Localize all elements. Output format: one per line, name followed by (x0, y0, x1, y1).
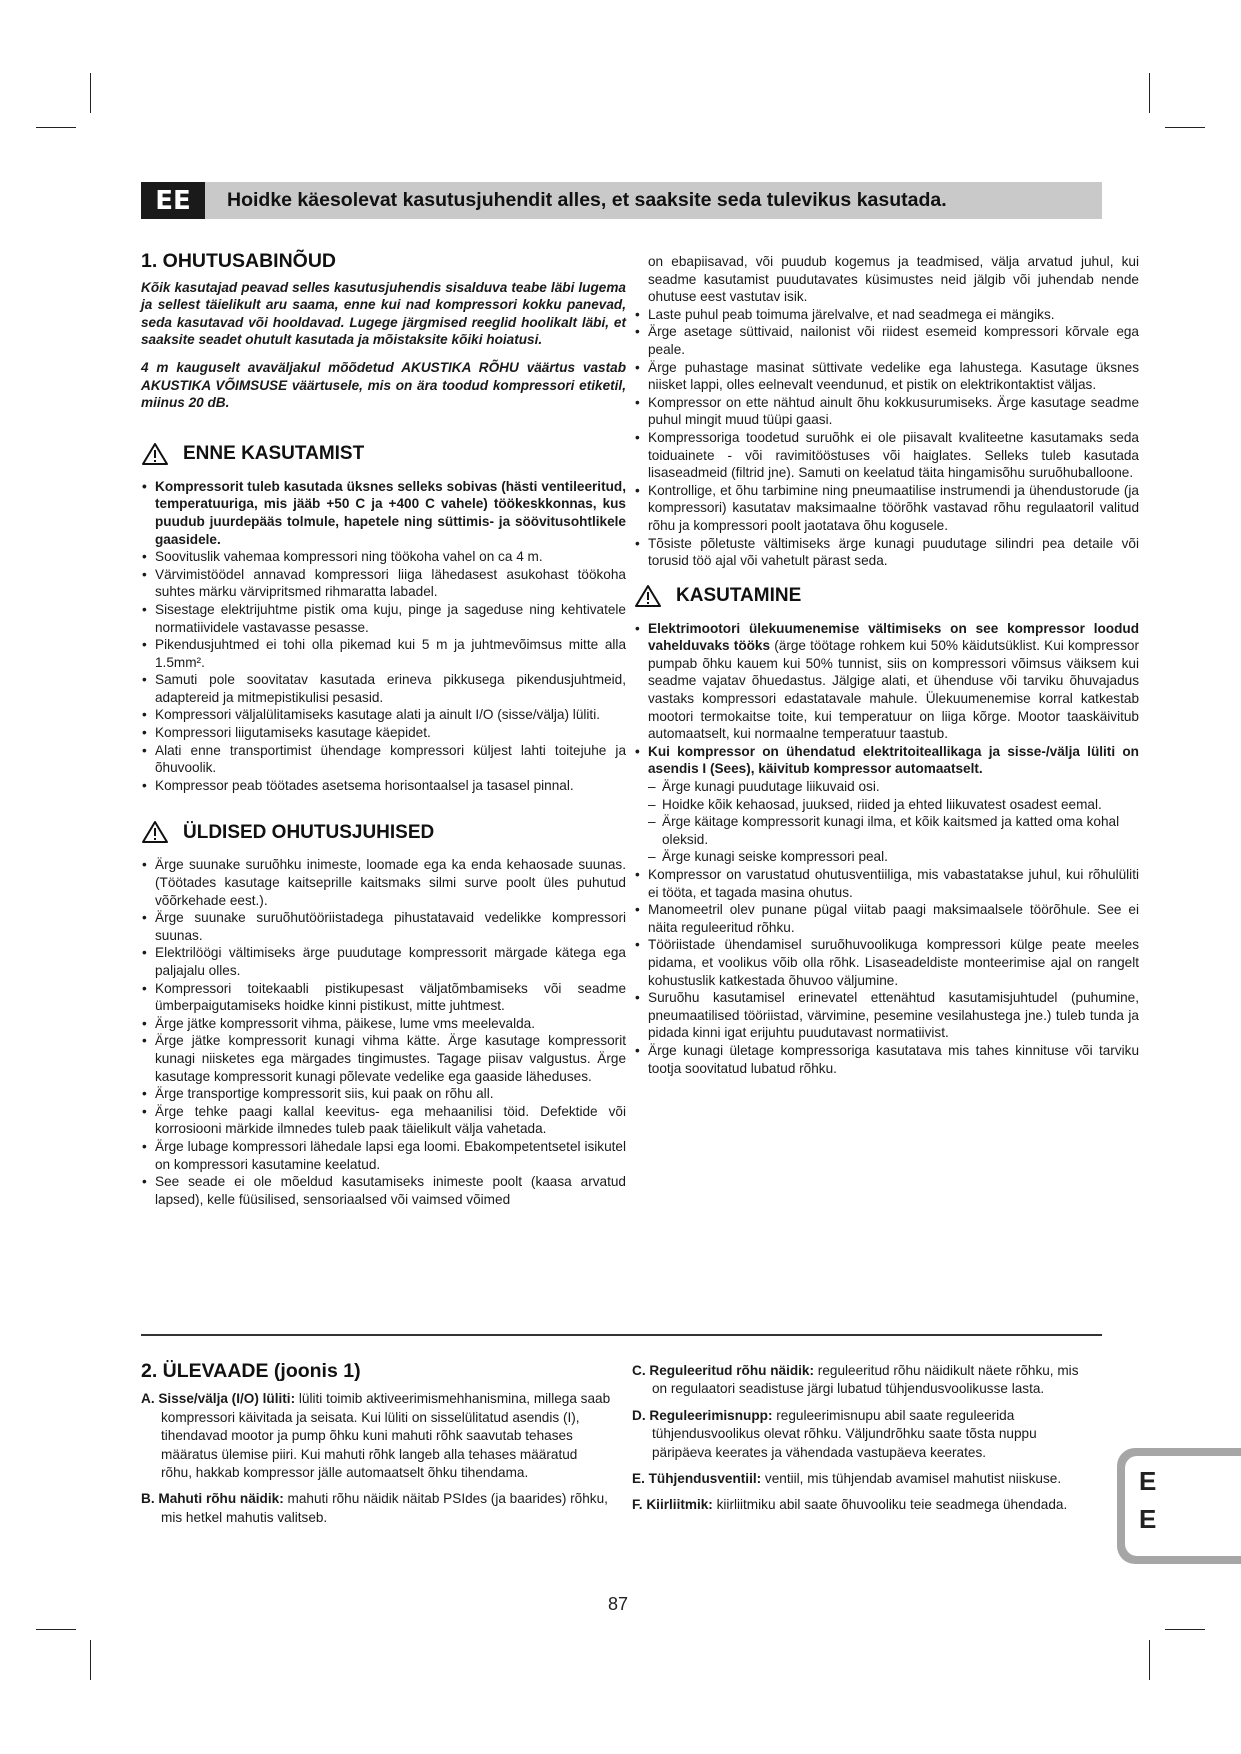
list-item: • Ärge transportige kompressorit siis, kui paak on rõhu all. (141, 1085, 626, 1103)
page-number: 87 (608, 1594, 629, 1614)
usage-list (634, 620, 1139, 778)
overview-key: E. Tühjendusventiil: (632, 1471, 762, 1487)
list-item: • Kontrollige, et õhu tarbimine ning pneumaatilise instrumendi ja ühendustorude (ja kompressori) kasutatav maksimaalne töörõhk vastavad rõhu regulaatoril valitud rõhu ja kompressori poolt jaotatava õhu kogusele. (634, 482, 1139, 535)
general-safety-title: ÜLDISED OHUTUSJUHISED (183, 821, 435, 843)
language-code: EE (141, 182, 205, 219)
crop-mark (1165, 127, 1205, 128)
list-item: • Kompressor peab töötades asetsema horisontaalsel ja tasasel pinnal. (141, 777, 626, 795)
overview-key: B. Mahuti rõhu näidik: (141, 1491, 284, 1507)
left-column (141, 250, 626, 1208)
acoustic-note: 4 m kauguselt avaväljakul mõõdetud AKUSTIKA RÕHU väärtus vastab AKUSTIKA VÕIMSUSE väärtusele, mis on ära toodud kompressori etiketil, miinus 20 dB. (141, 359, 626, 411)
dash-item: – Ärge kunagi seiske kompressori peal. (648, 848, 1139, 866)
subsection-general-safety (141, 820, 626, 844)
list-item: • Ärge puhastage masinat süttivate vedelike ega lahustega. Kasutage üksnes niisket lappi, olles eelnevalt veendunud, et pistik on elektrikontaktist väljas. (634, 359, 1139, 394)
overview-text: kiirliitmiku abil saate õhuvooliku teie seadmega ühendada. (712, 1497, 1068, 1513)
section-title-overview: 2. ÜLEVAADE (joonis 1) (141, 1360, 361, 1382)
overview-text: reguleerimisnupu abil saate reguleerida tühjendusvoolikus olevat rõhku. Väljundrõhku saate tõsta nuppu päripäeva keerates ja vähendada vastupäeva keerates. (652, 1407, 1037, 1460)
subsection-usage (634, 584, 1139, 608)
overview-key: D. Reguleerimisnupp: (632, 1407, 773, 1423)
overview-item-b (141, 1490, 611, 1527)
overheat-details: (ärge töötage rohkem kui 50% käidutsüklist. Kui kompressor pumpab õhku kauem kui 50% tunnist, siis on kompressori võimsus väiksem kui seadme vajatav õhuedastus. Jälgige alati, et ühenduse või tarviku õhuvajadus vastaks kompressori edastatavale mahule. Ülekuumenemise korral katkestab mootori termokaitse toite, kui temperatuur on liiga kõrge. Mootor taaskäivitub automaatselt, kui normaalne temperatuur taastub. (648, 638, 1139, 742)
section-divider (141, 1334, 1102, 1336)
subsection-before-use (141, 442, 626, 466)
list-item: • Ärge tehke paagi kallal keevitus- ega mehaanilisi töid. Defektide või korrosiooni märkide ilmnedes tuleb paak täielikult välja vahetada. (141, 1103, 626, 1138)
overview-item-f (632, 1496, 1082, 1514)
before-use-list (141, 478, 626, 795)
section-title-safety: 1. OHUTUSABINÕUD (141, 250, 337, 272)
list-item: • Laste puhul peab toimuma järelvalve, et nad seadmega ei mängiks. (634, 306, 1139, 324)
side-tab-inner (1125, 1456, 1241, 1556)
list-item: • Ärge jätke kompressorit vihma, päikese, lume vms meelevalda. (141, 1015, 626, 1033)
safety-intro: Kõik kasutajad peavad selles kasutusjuhendis sisalduva teabe läbi lugema ja sellest täielikult aru saama, enne kui nad kompressori kokku panevad, seda kasutavad või hooldavad. Lugege järgmised reeglid hoolikalt läbi, et saaksite seadet ohutult kasutada ja mõistaksite kõiki hoiatusi. (141, 279, 626, 348)
dash-item: – Ärge kunagi puudutage liikuvaid osi. (648, 778, 1139, 796)
right-column (634, 253, 1139, 1077)
side-tab-letter: E (1139, 1504, 1157, 1534)
list-item (634, 620, 1139, 743)
list-item: • Kompressori liigutamiseks kasutage käepidet. (141, 724, 626, 742)
warning-icon (141, 442, 169, 466)
crop-mark (36, 127, 76, 128)
dash-item: – Ärge käitage kompressorit kunagi ilma, et kõik kaitsmed ja katted oma kohal oleksid. (648, 813, 1139, 848)
warning-icon (141, 820, 169, 844)
crop-mark (36, 1629, 76, 1630)
list-item: • Ärge suunake suruõhku inimeste, loomade ega ka enda kehaosade suunas. (Töötades kasutage kaitseprille kaitsmaks silmi surve poolt üles puhutud võõrkehade eest.). (141, 856, 626, 909)
crop-mark (90, 73, 91, 113)
overview-text: ventiil, mis tühjendab avamisel mahutist niiskuse. (761, 1471, 1062, 1487)
list-item: • Soovituslik vahemaa kompressori ning töökoha vahel on ca 4 m. (141, 548, 626, 566)
overview-key: A. Sisse/välja (I/O) lüliti: (141, 1391, 296, 1407)
overview-key: C. Reguleeritud rõhu näidik: (632, 1363, 815, 1378)
list-item: • Kompressor on ette nähtud ainult õhu kokkusurumiseks. Ärge kasutage seadme puhul mingit muud tüüpi gaasi. (634, 394, 1139, 429)
list-item: • Alati enne transportimist ühendage kompressori küljest lahti toitejuhe ja õhuvoolik. (141, 742, 626, 777)
overview-item-d (632, 1407, 1082, 1462)
list-item: • Kui kompressor on ühendatud elektritoiteallikaga ja sisse-/välja lüliti on asendis I (Sees), käivitub kompressor automaatselt. (634, 743, 1139, 778)
list-item: • Ärge suunake suruõhutööriistadega pihustatavaid vedelikke kompressori suunas. (141, 909, 626, 944)
list-item: • Pikendusjuhtmed ei tohi olla pikemad kui 5 m ja juhtmevõimsus mitte alla 1.5mm². (141, 636, 626, 671)
dash-item: – Hoidke kõik kehaosad, juuksed, riided ja ehted liikuvatest osadest eemal. (648, 796, 1139, 814)
warning-icon (634, 584, 662, 608)
overheat-warning: Elektrimootori ülekuumenemise vältimiseks on see kompressor loodud vahelduvaks tööks (648, 620, 1139, 654)
list-item: • Ärge lubage kompressori lähedale lapsi ega loomi. Ebakompetentsetel isikutel on kompressori kasutamine keelatud. (141, 1138, 626, 1173)
overview-left (141, 1362, 611, 1535)
list-item: • Ärge kunagi ületage kompressoriga kasutatava mis tahes kinnituse või tarviku tootja soovitatud lubatud rõhku. (634, 1042, 1139, 1077)
overview-text: mahuti rõhu näidik näitab PSIdes (ja baarides) rõhku, mis hetkel mahutis valitseb. (161, 1491, 608, 1525)
list-item: • Kompressoriga toodetud suruõhk ei ole piisavalt kvaliteetne kasutamaks seda toiduainete - või ravimitööstuses või haiglates. Selleks tuleb kasutada lisaseadmeid (filtrid jne). Samuti on keelatud täita hingamisõhu suruõhuballoone. (634, 429, 1139, 482)
overview-item-a (141, 1390, 611, 1482)
general-safety-list-cont (634, 306, 1139, 570)
overview-item-c (632, 1362, 1082, 1399)
list-item: • Elektrilöögi vältimiseks ärge puudutage kompressorit märgade kätega ega paljajalu olles. (141, 944, 626, 979)
language-banner (141, 182, 1102, 219)
list-item: • Suruõhu kasutamisel erinevatel ettenähtud kasutamisjuhtudel (puhumine, pneumaatilised tööriistad, värvimine, pesemine vesilahustega jne.) tuleb tunda ja pidada kinni igat erijuhtu puudutavast normatiivist. (634, 989, 1139, 1042)
list-item: • Manomeetril olev punane pügal viitab paagi maksimaalsele töörõhule. See ei näita reguleeritud rõhku. (634, 901, 1139, 936)
list-item: • See seade ei ole mõeldud kasutamiseks inimeste poolt (kaasa arvatud lapsed), kelle füüsilised, sensoriaalsed või vaimsed võimed (141, 1173, 626, 1208)
language-side-tab (1117, 1448, 1241, 1564)
before-use-title: ENNE KASUTAMIST (183, 442, 365, 464)
overview-text: lüliti toimib aktiveerimismehhanismina, millega saab kompressori käivitada ja seisata. Kui lüliti on sisselülitatud asendis (I), tihendavad mootor ja pump õhku kuni mahuti rõhk saavutab tehases määratus ülemise piiri. Kui mahuti rõhk langeb alla tehases määratud rõhu, hakkab kompressor jälle automaatselt õhku tihendama. (161, 1391, 611, 1481)
crop-mark (1149, 73, 1150, 113)
usage-list-2 (634, 866, 1139, 1077)
list-item: • Ärge asetage süttivaid, nailonist või riidest esemeid kompressori kõrvale ega peale. (634, 323, 1139, 358)
list-item: • Sisestage elektrijuhtme pistik oma kuju, pinge ja sageduse ning kehtivatele normatiividele vastavasse pesasse. (141, 601, 626, 636)
crop-mark (1149, 1640, 1150, 1680)
overview-text: reguleeritud rõhu näidikult näete rõhku, mis on regulaatori seadistuse järgi lubatud tühjendusvoolikusse lasta. (652, 1363, 1079, 1397)
overview-item-e (632, 1470, 1082, 1488)
overview-key: F. Kiirliitmik: (632, 1497, 713, 1513)
usage-title: KASUTAMINE (676, 584, 802, 606)
list-item: • Kompressor on varustatud ohutusventiiliga, mis vabastatakse juhul, kui rõhulüliti ei tööta, et tagada masina ohutus. (634, 866, 1139, 901)
crop-mark (90, 1640, 91, 1680)
list-item: • Värvimistöödel annavad kompressori liiga lähedasest asukohast töökoha suhtes märku värvipritsmed rihmaratta labadel. (141, 566, 626, 601)
side-tab-letter: E (1139, 1466, 1157, 1496)
list-item: • Kompressori toitekaabli pistikupesast väljatõmbamiseks või seadme ümberpaigutamiseks hoidke kinni pistikust, mitte juhtmest. (141, 980, 626, 1015)
list-item: • Tõsiste põletuste vältimiseks ärge kunagi puudutage silindri pea detaile või torusid töö ajal või vahetult pärast seda. (634, 535, 1139, 570)
list-item: • Tööriistade ühendamisel suruõhuvoolikuga kompressori külge peate meeles pidama, et voolikus võib olla rõhk. Lisaseadeldiste monteerimise ajal on rangelt kohustuslik katkestada õhuvoo väljumine. (634, 936, 1139, 989)
usage-dash-list (634, 778, 1139, 866)
general-safety-continuation: on ebapiisavad, või puudub kogemus ja teadmised, välja arvatud juhul, kui seadme kasutamist puudutavates küsimustes neid jälgib või juhendab nende ohutuse eest vastutav isik. (648, 254, 1139, 305)
banner-title: Hoidke käesolevat kasutusjuhendit alles, et saaksite seda tulevikus kasutada. (227, 189, 947, 211)
crop-mark (1165, 1629, 1205, 1630)
list-item: • Kompressorit tuleb kasutada üksnes selleks sobivas (hästi ventileeritud, temperatuuriga, mis jääb +50 C ja +400 C vahele) töökeskkonnas, kus puudub juurdepääs tolmule, hapetele ning süttimis- ja söövitusohtlikele gaasidele. (141, 478, 626, 548)
list-item: • Kompressori väljalülitamiseks kasutage alati ja ainult I/O (sisse/välja) lüliti. (141, 706, 626, 724)
overview-right (632, 1362, 1082, 1523)
list-item: • Samuti pole soovitatav kasutada erineva pikkusega pikendusjuhtmeid, adaptereid ja mitmepistikulisi pesasid. (141, 671, 626, 706)
general-safety-list (141, 856, 626, 1208)
list-item: • Ärge jätke kompressorit kunagi vihma kätte. Ärge kasutage kompressorit kunagi niisketes ega märgades tingimustes. Tagage piisav valgustus. Ärge kasutage kompressorit kunagi põlevate vedelike ega gaaside läheduses. (141, 1032, 626, 1085)
